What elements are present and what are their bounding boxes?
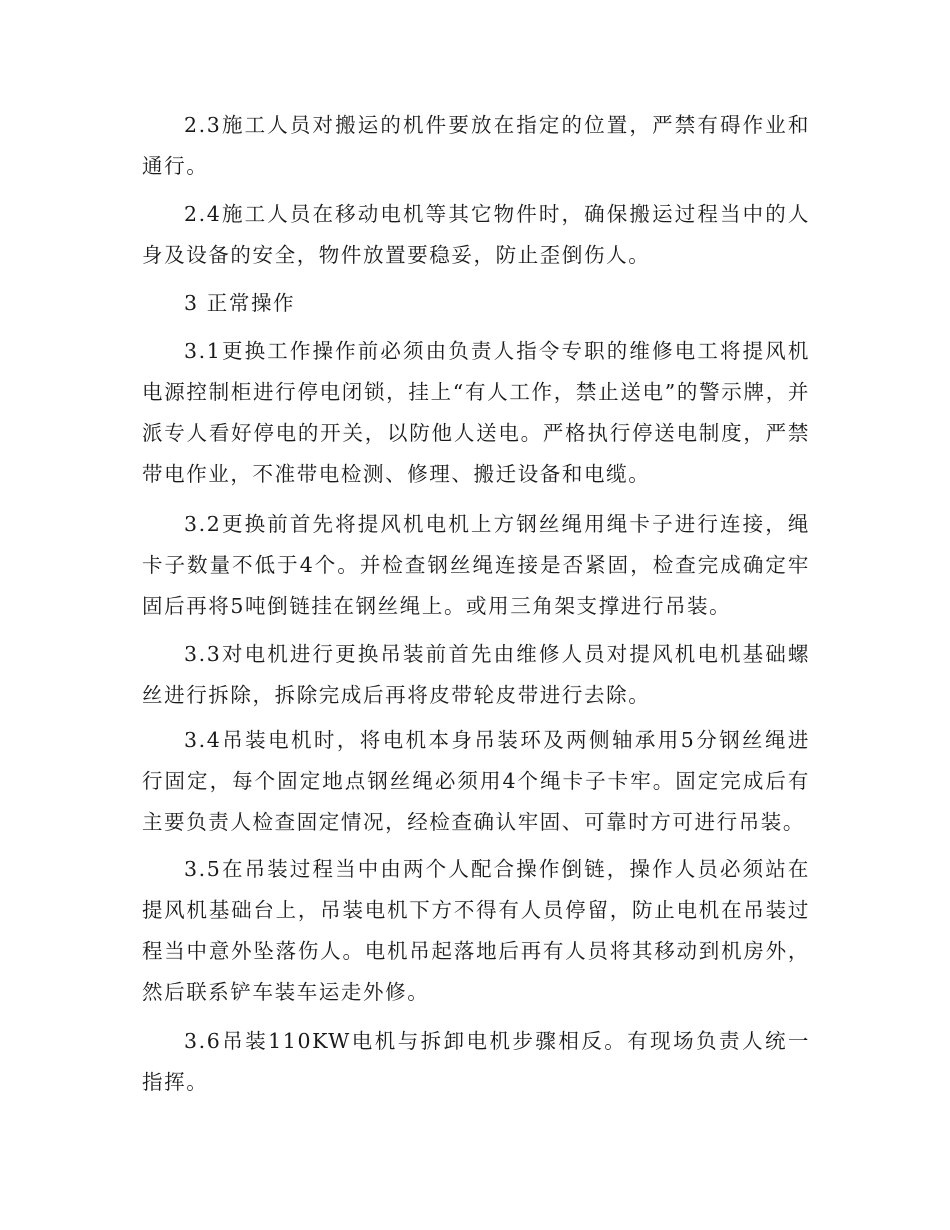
paragraph-2-4: 2.4施工人员在移动电机等其它物件时，确保搬运过程当中的人身及设备的安全，物件放置要稳妥，防止歪倒伤人。	[142, 202, 810, 267]
paragraph-2-3: 2.3施工人员对搬运的机件要放在指定的位置，严禁有碍作业和通行。	[142, 113, 810, 178]
paragraph-3-6: 3.6吊装110KW电机与拆卸电机步骤相反。有现场负责人统一指挥。	[142, 1029, 810, 1094]
section-heading-3: 3 正常操作	[184, 291, 296, 315]
paragraph-3-3: 3.3对电机进行更换吊装前首先由维修人员对提风机电机基础螺丝进行拆除，拆除完成后再将皮带轮皮带进行去除。	[142, 642, 810, 707]
paragraph-3-4: 3.4吊装电机时，将电机本身吊装环及两侧轴承用5分钢丝绳进行固定，每个固定地点钢丝绳必须用4个绳卡子卡牢。固定完成后有主要负责人检查固定情况，经检查确认牢固、可靠时方可进行吊装。	[142, 728, 810, 834]
paragraph-3-1: 3.1更换工作操作前必须由负责人指令专职的维修电工将提风机电源控制柜进行停电闭锁，挂上“有人工作，禁止送电”的警示牌，并派专人看好停电的开关，以防他人送电。严格执行停送电制度，严禁带电作业，不准带电检测、修理、搬迁设备和电缆。	[142, 339, 810, 486]
paragraph-3-2: 3.2更换前首先将提风机电机上方钢丝绳用绳卡子进行连接，绳卡子数量不低于4个。并检查钢丝绳连接是否紧固，检查完成确定牢固后再将5吨倒链挂在钢丝绳上。或用三角架支撑进行吊装。	[142, 512, 810, 618]
paragraph-3-5: 3.5在吊装过程当中由两个人配合操作倒链，操作人员必须站在提风机基础台上，吊装电机下方不得有人员停留，防止电机在吊装过程当中意外坠落伤人。电机吊起落地后再有人员将其移动到机房外，然后联系铲车装车运走外修。	[142, 857, 810, 1004]
